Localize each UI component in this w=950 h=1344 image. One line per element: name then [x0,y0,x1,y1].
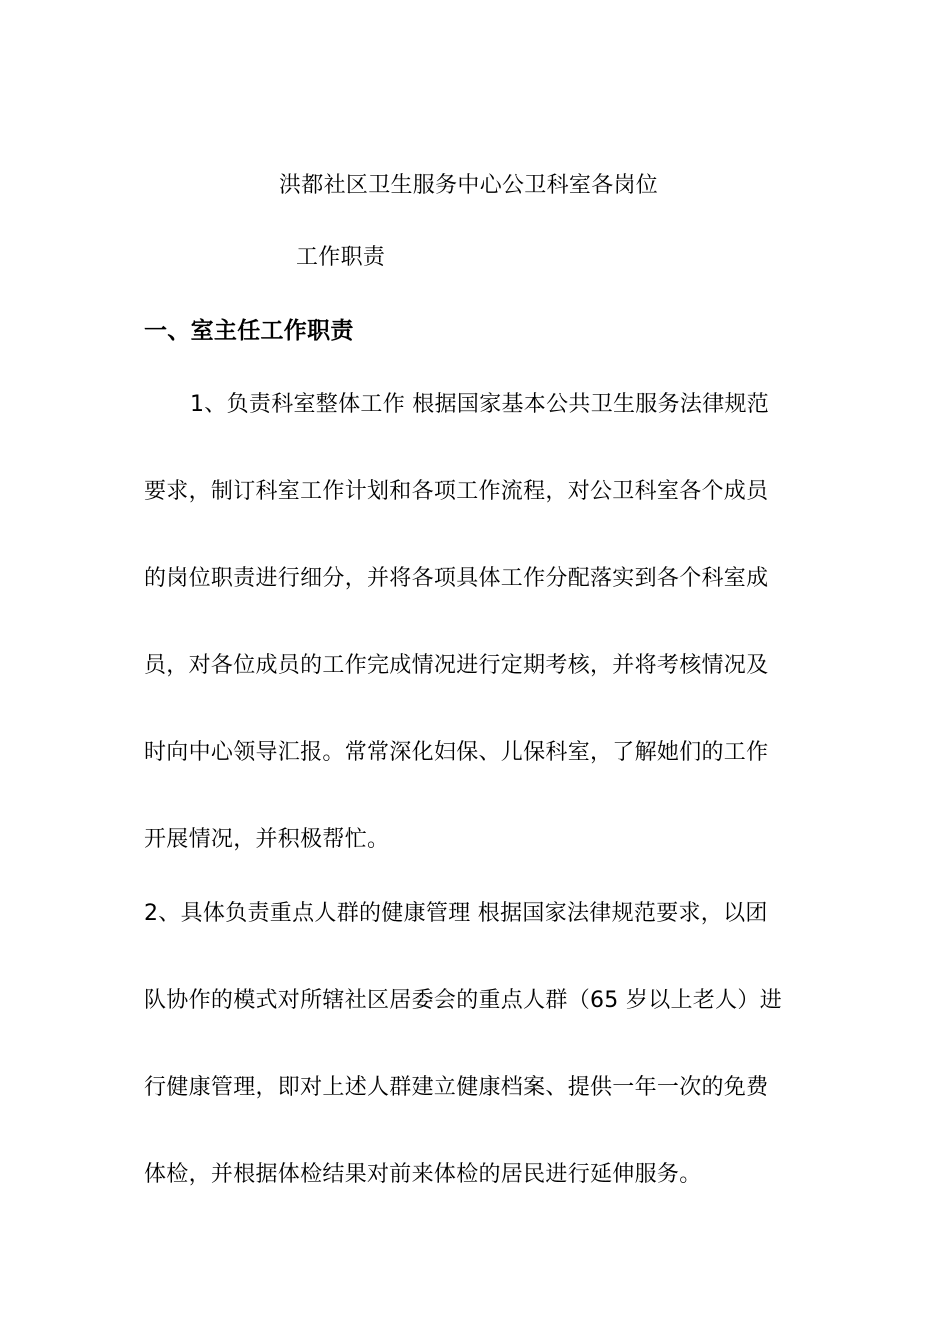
paragraph-2-line-4: 体检，并根据体检结果对前来体检的居民进行延伸服务。 [144,1162,702,1187]
paragraph-1-line-6: 开展情况，并积极帮忙。 [144,827,390,852]
paragraph-1-line-2: 要求，制订科室工作计划和各项工作流程，对公卫科室各个成员 [144,479,769,504]
paragraph-1-line-5: 时向中心领导汇报。常常深化妇保、儿保科室，了解她们的工作 [144,740,769,765]
paragraph-1-line-3: 的岗位职责进行细分，并将各项具体工作分配落实到各个科室成 [144,566,769,591]
paragraph-1-line-4: 员，对各位成员的工作完成情况进行定期考核，并将考核情况及 [144,653,769,678]
document-title-line-2: 工作职责 [296,245,386,270]
paragraph-2-line-3: 行健康管理，即对上述人群建立健康档案、提供一年一次的免费 [144,1075,769,1100]
section-heading: 一、室主任工作职责 [144,318,354,344]
paragraph-2-line-1: 2、具体负责重点人群的健康管理 根据国家法律规范要求，以团 [144,901,768,926]
paragraph-2-line-2: 队协作的模式对所辖社区居委会的重点人群（65 岁以上老人）进 [144,988,782,1013]
paragraph-1-line-1: 1、负责科室整体工作 根据国家基本公共卫生服务法律规范 [190,392,770,417]
document-title-line-1: 洪都社区卫生服务中心公卫科室各岗位 [279,173,659,198]
